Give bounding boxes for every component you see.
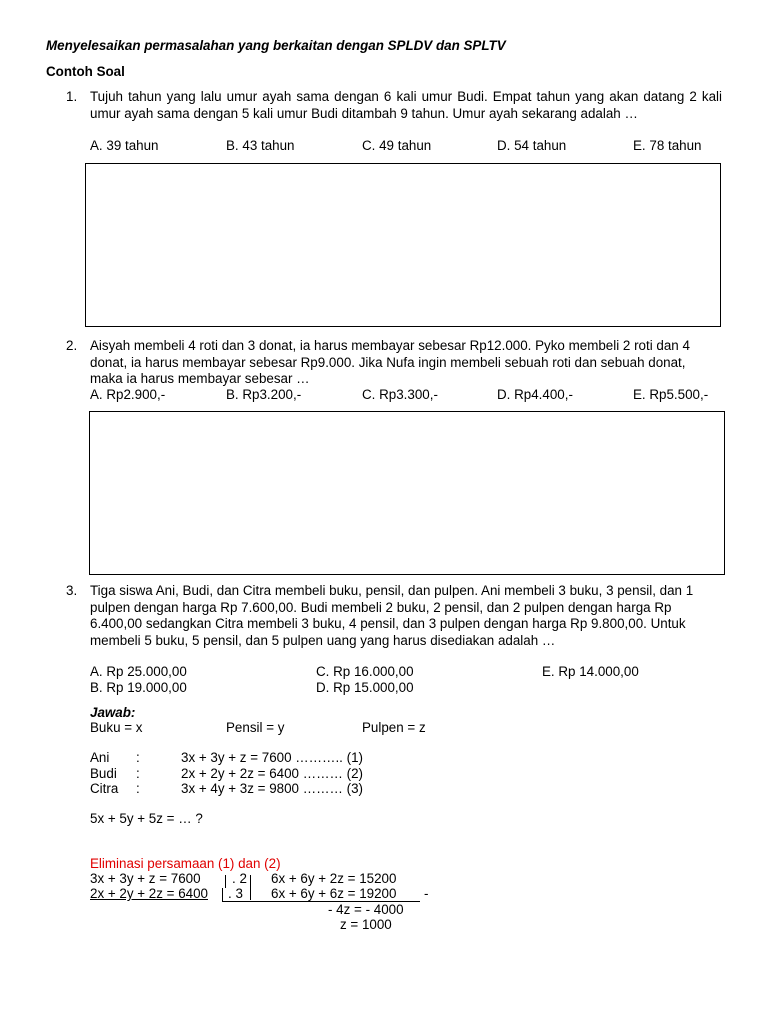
elim-right-eq-2: 6x + 6y + 6z = 19200	[271, 886, 397, 901]
row-ani-colon: :	[136, 750, 140, 765]
target-expression: 5x + 5y + 5z = … ?	[90, 811, 203, 826]
document-title: Menyelesaikan permasalahan yang berkaitan dengan SPLDV dan SPLTV	[46, 38, 506, 53]
answer-label: Jawab:	[90, 705, 136, 720]
row-citra-colon: :	[136, 781, 140, 796]
elim-multiplier-1: . 2	[232, 871, 247, 886]
elim-multiplier-underline	[222, 901, 252, 902]
question-1-text: Tujuh tahun yang lalu umur ayah sama dengan 6 kali umur Budi. Empat tahun yang akan datang 2 kali umur ayah sama dengan 5 kali umur Budi ditambah 9 tahun. Umur ayah sekarang adalah …	[90, 89, 722, 121]
question-2-number: 2.	[66, 338, 78, 353]
question-1-option-e: E. 78 tahun	[633, 138, 702, 153]
variable-z: Pulpen = z	[362, 720, 426, 735]
question-2-option-e: E. Rp5.500,-	[633, 387, 709, 402]
question-3-option-a: A. Rp 25.000,00	[90, 664, 187, 679]
question-3-text: Tiga siswa Ani, Budi, dan Citra membeli buku, pensil, dan pulpen. Ani membeli 3 buku, 3 pensil, dan 1 pulpen dengan harga Rp 7.600,00. Budi membeli 2 buku, 2 pensil, dan 2 pulpen dengan harga Rp 6.400,00 sedangkan Citra membeli 3 buku, 4 pensil, dan 3 pulpen dengan harga Rp 9.800,00. Untuk membeli 5 buku, 5 pensil, dan 5 pulpen uang yang harus disediakan adalah …	[90, 583, 694, 648]
elim-minus-sign: -	[424, 886, 429, 901]
section-heading: Contoh Soal	[46, 64, 125, 79]
elim-left-eq-2: 2x + 2y + 2z = 6400	[90, 886, 208, 901]
question-2-option-d: D. Rp4.400,-	[497, 387, 573, 402]
question-2-option-b: B. Rp3.200,-	[226, 387, 302, 402]
row-budi-equation: 2x + 2y + 2z = 6400 ……… (2)	[181, 766, 363, 781]
variable-x: Buku = x	[90, 720, 143, 735]
variable-y: Pensil = y	[226, 720, 285, 735]
elim-separator-2	[222, 888, 223, 901]
elim-left-eq-1: 3x + 3y + z = 7600	[90, 871, 201, 886]
question-1-answer-box	[85, 163, 721, 327]
elim-multiplier-2: . 3	[228, 886, 243, 901]
row-ani-name: Ani	[90, 750, 110, 765]
row-budi-colon: :	[136, 766, 140, 781]
question-3-option-e: E. Rp 14.000,00	[542, 664, 639, 679]
elimination-heading: Eliminasi persamaan (1) dan (2)	[90, 856, 281, 871]
elim-result-2: z = 1000	[340, 917, 392, 932]
elim-separator-right	[250, 875, 251, 900]
question-2-answer-box	[89, 411, 725, 575]
elim-result-1: - 4z = - 4000	[328, 902, 404, 917]
elim-separator-1	[225, 875, 226, 888]
question-3-option-b: B. Rp 19.000,00	[90, 680, 187, 695]
row-citra-name: Citra	[90, 781, 119, 796]
question-2-option-a: A. Rp2.900,-	[90, 387, 166, 402]
question-1-option-b: B. 43 tahun	[226, 138, 295, 153]
row-budi-name: Budi	[90, 766, 117, 781]
elim-right-eq-1: 6x + 6y + 2z = 15200	[271, 871, 397, 886]
question-3-option-c: C. Rp 16.000,00	[316, 664, 414, 679]
question-2-option-c: C. Rp3.300,-	[362, 387, 438, 402]
row-citra-equation: 3x + 4y + 3z = 9800 ……… (3)	[181, 781, 363, 796]
question-1-option-a: A. 39 tahun	[90, 138, 159, 153]
row-ani-equation: 3x + 3y + z = 7600 ……….. (1)	[181, 750, 363, 765]
question-3-number: 3.	[66, 583, 78, 598]
question-3-option-d: D. Rp 15.000,00	[316, 680, 414, 695]
question-1-option-c: C. 49 tahun	[362, 138, 432, 153]
question-1-number: 1.	[66, 89, 78, 104]
question-1-option-d: D. 54 tahun	[497, 138, 567, 153]
question-2-text: Aisyah membeli 4 roti dan 3 donat, ia harus membayar sebesar Rp12.000. Pyko membeli 2 roti dan 4 donat, ia harus membayar sebesar Rp9.000. Jika Nufa ingin membeli sebuah roti dan sebuah donat, maka ia harus membayar sebesar …	[90, 338, 690, 386]
